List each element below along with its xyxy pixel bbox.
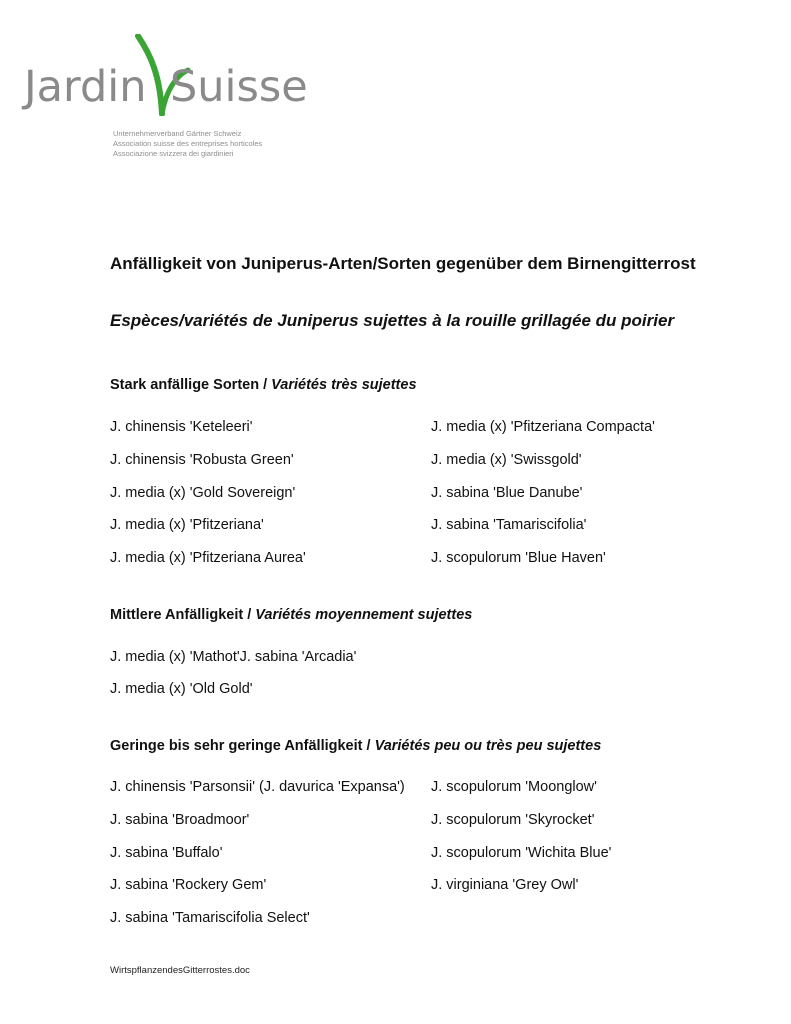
list-item: J. scopulorum 'Moonglow' <box>431 779 597 795</box>
logo-word-suisse: Suisse <box>170 62 308 112</box>
list-item: J. sabina 'Buffalo' <box>110 845 223 861</box>
list-item: J. media (x) 'Pfitzeriana' <box>110 517 264 533</box>
list-item: J. scopulorum 'Wichita Blue' <box>431 845 612 861</box>
title-french: Espèces/variétés de Juniperus sujettes à la rouille grillagée du poirier <box>110 311 675 330</box>
list-item: J. sabina 'Broadmoor' <box>110 812 250 828</box>
section-heading-low <box>110 738 601 754</box>
logo-taglines <box>113 129 262 159</box>
jardin-suisse-logo <box>24 34 308 114</box>
list-item: J. media (x) 'Gold Sovereign' <box>110 485 296 501</box>
section-heading-fr: Variétés peu ou très peu sujettes <box>374 738 602 754</box>
list-item: J. media (x) 'Old Gold' <box>110 681 253 697</box>
list-item: J. sabina 'Rockery Gem' <box>110 877 267 893</box>
section-heading-fr: Variétés très sujettes <box>271 377 417 393</box>
tagline-fr: Association suisse des entreprises horticoles <box>113 139 263 148</box>
section-heading-high <box>110 377 417 393</box>
list-item: J. sabina 'Tamariscifolia' <box>431 517 587 533</box>
list-item: J. scopulorum 'Blue Haven' <box>431 550 606 566</box>
list-item: J. sabina 'Tamariscifolia Select' <box>110 910 310 926</box>
section-heading-de: Geringe bis sehr geringe Anfälligkeit / <box>110 738 375 754</box>
list-item: J. sabina 'Blue Danube' <box>431 485 583 501</box>
tagline-it: Associazione svizzera dei giardinieri <box>113 149 234 158</box>
list-item: J. chinensis 'Robusta Green' <box>110 452 294 468</box>
section-heading-medium <box>110 607 472 623</box>
footer-filename: WirtspflanzendesGitterrostes.doc <box>110 965 250 976</box>
list-item: J. media (x) 'Mathot'J. sabina 'Arcadia' <box>110 649 357 665</box>
list-item: J. chinensis 'Keteleeri' <box>110 419 253 435</box>
list-item: J. virginiana 'Grey Owl' <box>431 877 579 893</box>
section-heading-de: Stark anfällige Sorten / <box>110 377 272 393</box>
list-item: J. media (x) 'Pfitzeriana Aurea' <box>110 550 306 566</box>
list-item: J. chinensis 'Parsonsii' (J. davurica 'Expansa') <box>110 779 405 795</box>
list-item: J. media (x) 'Swissgold' <box>431 452 582 468</box>
list-item: J. media (x) 'Pfitzeriana Compacta' <box>431 419 655 435</box>
section-heading-fr: Variétés moyennement sujettes <box>255 607 473 623</box>
logo-word-jardin: Jardin <box>24 62 147 112</box>
tagline-de: Unternehmerverband Gärtner Schweiz <box>113 129 242 138</box>
section-heading-de: Mittlere Anfälligkeit / <box>110 607 256 623</box>
title-german: Anfälligkeit von Juniperus-Arten/Sorten gegenüber dem Birnengitterrost <box>110 254 696 273</box>
list-item: J. scopulorum 'Skyrocket' <box>431 812 595 828</box>
